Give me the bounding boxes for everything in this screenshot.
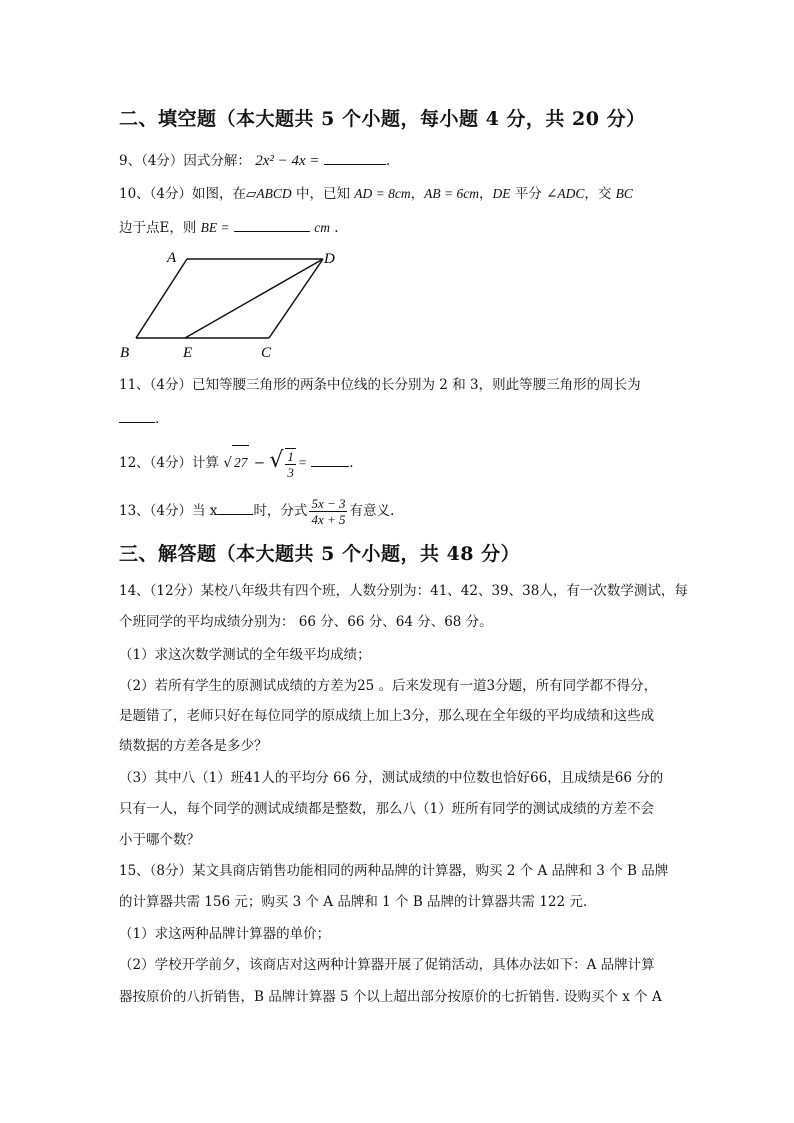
q10-ab: AB = 6cm [424, 186, 479, 201]
q13-mid: 时，分式 [253, 503, 308, 519]
question-11-line-1: 11、（4分）已知等腰三角形的两条中位线的长分别为 2 和 3，则此等腰三角形的周长为 [119, 377, 641, 393]
q10-angle: ∠ADC [546, 186, 585, 201]
label-d: D [324, 251, 335, 267]
q14-line: （3）其中八（1）班41人的平均分 66 分，测试成绩的中位数也恰好66，且成绩是66 分的 [119, 770, 664, 786]
q12-suffix: . [349, 455, 354, 471]
q10-text-1: 中，已知 [291, 186, 355, 202]
q13-fraction-numerator: 5x − 3 [311, 496, 346, 511]
q9-expression: 2x² − 4x = [255, 153, 320, 169]
label-a: A [167, 250, 177, 266]
segment-de [185, 259, 323, 338]
q12-radicand: 27 [232, 445, 250, 480]
q14-line: 是题错了，老师只好在每位同学的原成绩上加上3分，那么现在全年级的平均成绩和这些成 [119, 708, 655, 724]
q13-fraction-denominator: 4x + 5 [311, 512, 346, 527]
q13-fraction [309, 496, 347, 527]
q12-answer-blank [311, 452, 349, 467]
q15-line: 的计算器共需 156 元；购买 3 个 A 品牌和 1 个 B 品牌的计算器共需 122 元. [119, 894, 588, 910]
q10-ad: AD = 8cm [354, 186, 411, 201]
q10-text-5: ，交 [584, 186, 616, 202]
q14-line: 个班同学的平均成绩分别为： 66 分、66 分、64 分、68 分。 [119, 614, 493, 630]
question-11-line-2 [119, 408, 159, 428]
q11-answer-blank [119, 408, 155, 423]
q12-equals: = [297, 455, 307, 470]
q14-line: 小于哪个数？ [119, 832, 200, 848]
q13-prefix: 13、（4分）当 x [119, 503, 218, 519]
q14-line: （2）若所有学生的原测试成绩的方差为25 。后来发现有一道3分题，所有同学都不得分， [119, 678, 658, 694]
question-12 [119, 444, 354, 480]
label-c: C [261, 345, 272, 361]
q10-text-2: ， [410, 186, 425, 202]
q10-line2-prefix: 边于点E，则 [119, 220, 201, 236]
q12-fraction [285, 448, 296, 480]
q15-line: （1）求这两种品牌计算器的单价； [119, 926, 331, 942]
q12-minus: − [253, 455, 266, 471]
segment-dc [269, 259, 323, 338]
question-9 [119, 150, 390, 170]
label-e: E [183, 345, 193, 361]
sqrt-icon: √ [223, 455, 232, 471]
q9-answer-blank [324, 150, 386, 165]
q12-fraction-numerator: 1 [287, 448, 294, 464]
q10-text-4: 平分 [510, 186, 547, 202]
q10-be: BE = [200, 220, 230, 235]
q10-prefix: 10、（4分）如图，在 [119, 186, 247, 202]
q15-line: 器按原价的八折销售，B 品牌计算器 5 个以上超出部分按原价的七折销售. 设购买个 x 个 A [119, 989, 662, 1005]
q10-text-3: ， [478, 186, 493, 202]
q14-line: （1）求这次数学测试的全年级平均成绩； [119, 647, 371, 663]
q10-parallelogram: ▱ABCD [246, 186, 292, 201]
q10-bc: BC [615, 186, 633, 201]
q10-suffix: . [334, 220, 339, 236]
q14-line: 绩数据的方差各是多少？ [119, 738, 268, 754]
label-b: B [120, 345, 130, 361]
q9-suffix: . [385, 153, 391, 169]
q10-unit: cm [314, 220, 330, 235]
q9-prefix: 9、（4分）因式分解： [119, 153, 251, 169]
q14-line: 只有一人，每个同学的测试成绩都是整数，那么八（1）班所有同学的测试成绩的方差不会 [119, 801, 655, 817]
q13-answer-blank [217, 500, 253, 515]
q12-prefix: 12、（4分）计算 [119, 455, 220, 471]
sqrt-icon: √ [269, 448, 284, 473]
question-10-line-2 [119, 217, 339, 237]
question-13 [119, 494, 394, 528]
q13-suffix: 有意义. [349, 503, 395, 519]
parallelogram-figure [115, 246, 345, 364]
q10-de: DE [492, 186, 511, 201]
q15-line: 15、（8分）某文具商店销售功能相同的两种品牌的计算器，购买 2 个 A 品牌和 3 个 B 品牌 [119, 863, 669, 879]
q14-line: 14、（12分）某校八年级共有四个班，人数分别为：41、42、39、38人，有一次数学测试，每 [119, 583, 688, 599]
q11-suffix: . [155, 411, 160, 427]
q15-line: （2）学校开学前夕，该商店对这两种计算器开展了促销活动，具体办法如下：A 品牌计算 [119, 957, 655, 973]
question-10-line-1 [119, 185, 633, 203]
q10-answer-blank [234, 217, 310, 232]
section-3-title: 三、解答题（本大题共 5 个小题，共 48 分） [119, 543, 521, 565]
q12-fraction-denominator: 3 [287, 464, 294, 480]
segment-ab [136, 259, 187, 338]
section-2-title: 二、填空题（本大题共 5 个小题，每小题 4 分，共 20 分） [119, 108, 646, 130]
